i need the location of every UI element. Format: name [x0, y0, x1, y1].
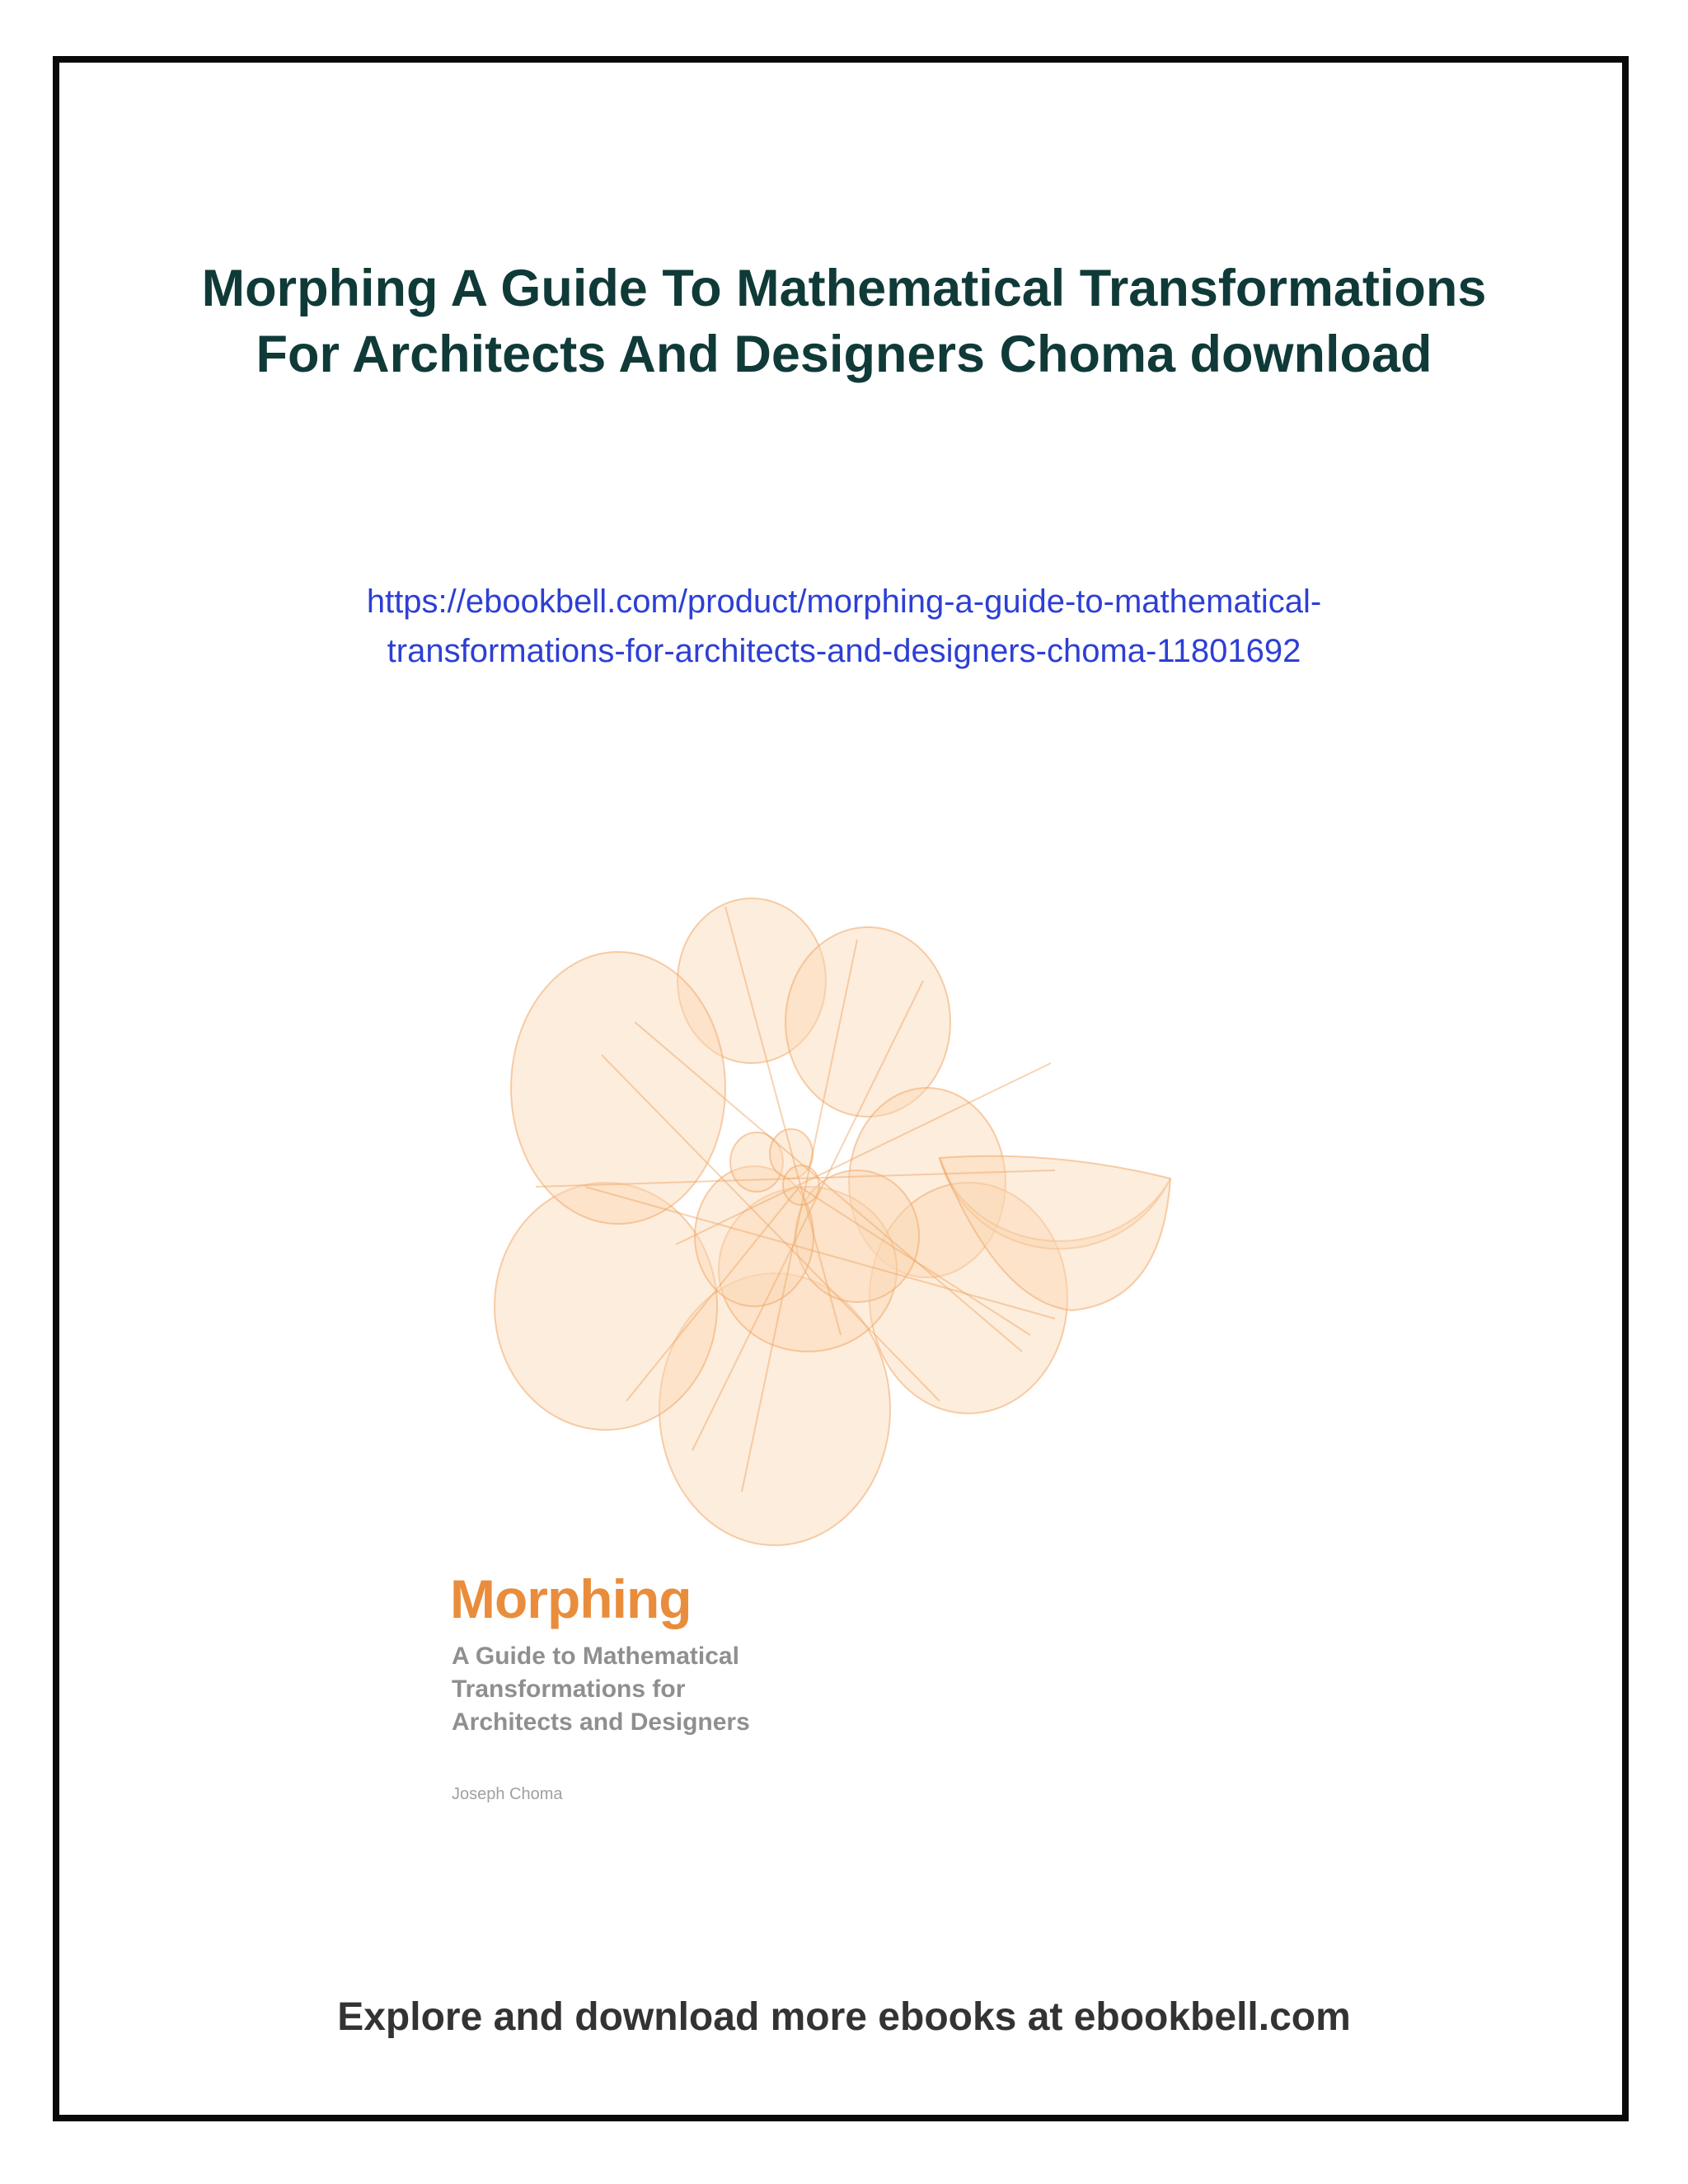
book-cover — [429, 874, 1220, 1863]
cover-subtitle-line: A Guide to Mathematical — [452, 1643, 739, 1670]
cover-title: Morphing — [450, 1568, 692, 1629]
cover-subtitle-line: Transformations for — [452, 1675, 686, 1703]
title-line-2: For Architects And Designers Choma download — [256, 326, 1432, 383]
cover-subtitle-line: Architects and Designers — [452, 1708, 750, 1736]
footer-text: Explore and download more ebooks at ebookbell.com — [337, 1995, 1351, 2039]
product-link[interactable] — [99, 577, 1589, 676]
cover-author: Joseph Choma — [452, 1785, 563, 1803]
page-title — [99, 255, 1589, 387]
flower-illustration — [429, 874, 1220, 1549]
petal — [511, 952, 725, 1224]
url-line-1: https://ebookbell.com/product/morphing-a-guide-to-mathematical- — [366, 583, 1322, 620]
title-line-1: Morphing A Guide To Mathematical Transformations — [201, 260, 1487, 317]
cover-subtitle — [452, 1640, 864, 1739]
url-line-2: transformations-for-architects-and-designers-choma-11801692 — [387, 633, 1301, 669]
